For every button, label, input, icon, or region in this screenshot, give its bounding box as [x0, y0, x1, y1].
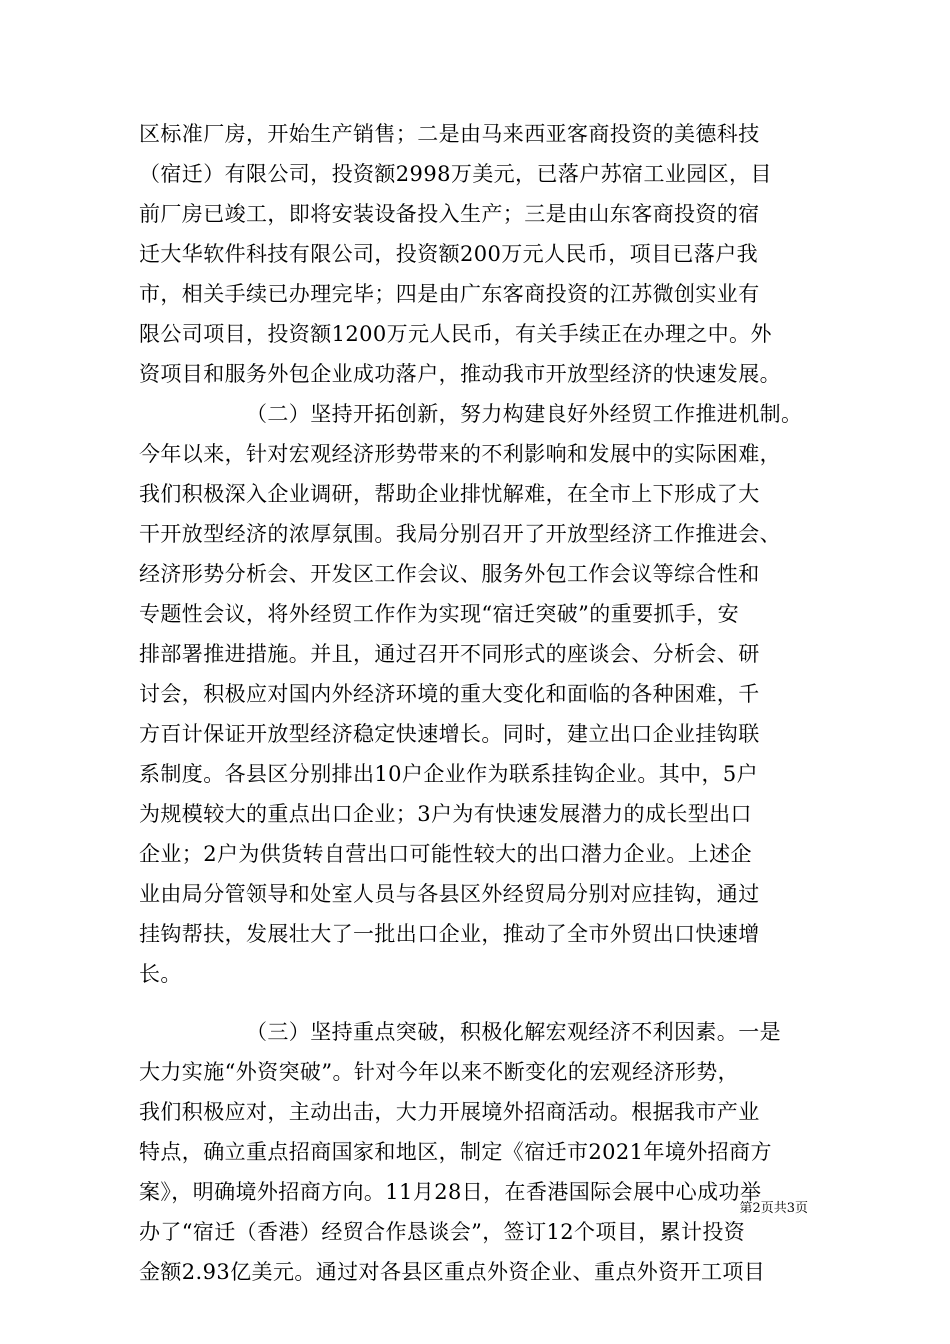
text-line: 讨会，积极应对国内外经济环境的重大变化和面临的各种困难，千 — [139, 682, 760, 706]
text-line: 办了“宿迁（香港）经贸合作恳谈会”，签订12个项目，累计投资 — [139, 1220, 746, 1244]
text-line: 经济形势分析会、开发区工作会议、服务外包工作会议等综合性和 — [139, 562, 760, 586]
text-line: 大力实施“外资突破”。针对今年以来不断变化的宏观经济形势， — [139, 1060, 740, 1084]
text-line: 案》，明确境外招商方向。11月28日，在香港国际会展中心成功举 — [139, 1180, 762, 1204]
text-line: 我们积极深入企业调研，帮助企业排忧解难，在全市上下形成了大 — [139, 482, 760, 506]
text-line: 资项目和服务外包企业成功落户，推动我市开放型经济的快速发展。 — [139, 362, 781, 386]
text-line: 为规模较大的重点出口企业；3户为有快速发展潜力的成长型出口 — [139, 802, 752, 826]
text-line: 方百计保证开放型经济稳定快速增长。同时，建立出口企业挂钩联 — [139, 722, 760, 746]
text-line: 今年以来，针对宏观经济形势带来的不利影响和发展中的实际困难， — [139, 442, 781, 466]
text-line: 长。 — [139, 962, 182, 986]
text-line: 挂钩帮扶，发展壮大了一批出口企业，推动了全市外贸出口快速增 — [139, 922, 760, 946]
text-line: 区标准厂房，开始生产销售；二是由马来西亚客商投资的美德科技 — [139, 122, 760, 146]
text-line: 专题性会议，将外经贸工作作为实现“宿迁突破”的重要抓手，安 — [139, 602, 740, 626]
page-number: 第2页共3页 — [739, 1201, 808, 1216]
paragraph-1 — [139, 114, 829, 394]
text-line: 系制度。各县区分别排出10户企业作为联系挂钩企业。其中，5户 — [139, 762, 759, 786]
paragraph-spacer — [139, 994, 829, 1012]
text-line: 迁大华软件科技有限公司，投资额200万元人民币，项目已落户我 — [139, 242, 759, 266]
text-line: （宿迁）有限公司，投资额2998万美元，已落户苏宿工业园区，目 — [139, 162, 772, 186]
text-line: 前厂房已竣工，即将安装设备投入生产；三是由山东客商投资的宿 — [139, 202, 760, 226]
text-line: 业由局分管领导和处室人员与各县区外经贸局分别对应挂钩，通过 — [139, 882, 760, 906]
text-line: 金额2.93亿美元。通过对各县区重点外资企业、重点外资开工项目 — [139, 1260, 766, 1284]
section-heading-3: （三）坚持重点突破，积极化解宏观经济不利因素。一是 — [246, 1020, 781, 1044]
text-line: 市，相关手续已办理完毕；四是由广东客商投资的江苏微创实业有 — [139, 282, 760, 306]
text-line: 限公司项目，投资额1200万元人民币，有关手续正在办理之中。外 — [139, 322, 772, 346]
section-heading-2: （二）坚持开拓创新，努力构建良好外经贸工作推进机制。 — [246, 402, 803, 426]
text-line: 排部署推进措施。并且，通过召开不同形式的座谈会、分析会、研 — [139, 642, 760, 666]
text-line: 我们积极应对，主动出击，大力开展境外招商活动。根据我市产业 — [139, 1100, 760, 1124]
paragraph-3 — [139, 1012, 829, 1292]
text-line: 特点，确立重点招商国家和地区，制定《宿迁市2021年境外招商方 — [139, 1140, 772, 1164]
paragraph-2 — [139, 394, 829, 994]
text-line: 干开放型经济的浓厚氛围。我局分别召开了开放型经济工作推进会、 — [139, 522, 781, 546]
body-text — [139, 114, 829, 1292]
text-line: 企业；2户为供货转自营出口可能性较大的出口潜力企业。上述企 — [139, 842, 752, 866]
